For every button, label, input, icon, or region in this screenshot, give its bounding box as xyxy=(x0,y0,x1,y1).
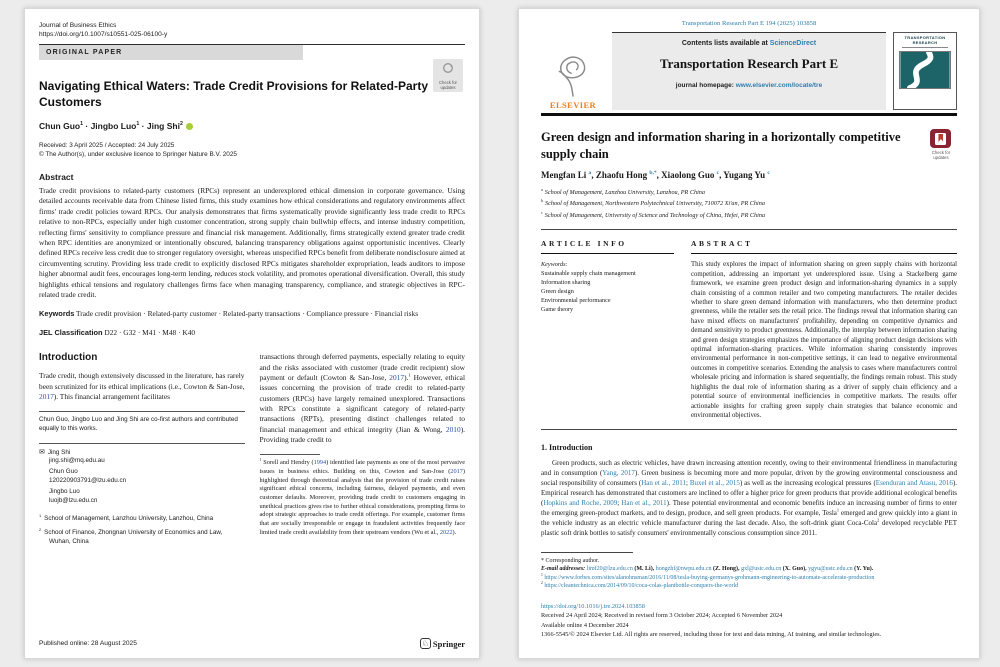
check-updates-text: Check for updates xyxy=(439,80,457,90)
author-email[interactable]: luojb@lzu.edu.cn xyxy=(49,496,98,504)
right-paper-page xyxy=(518,8,980,659)
footnote-1-url[interactable]: https://www.forbes.com/sites/alanohnsman/2016/11/08/tesla-buying-germanys-grohmann-engineering-to-automate-accelerate-production xyxy=(544,574,875,581)
article-info-column xyxy=(541,239,674,420)
received-line: Received 24 April 2024; Received in revised form 3 October 2024; Accepted 6 November 2024 xyxy=(541,612,783,620)
springer-wordmark: Springer xyxy=(432,638,465,649)
sciencedirect-link[interactable]: ScienceDirect xyxy=(769,40,817,47)
info-abstract-columns xyxy=(541,239,957,420)
introduction-paragraph: Green products, such as electric vehicles, have drawn increasing attention recently, owing to their environmental friendliness in manufacturing and in consumption (Yang, 2017). Green business is becoming more and more popular, driven by the growing environmental consciousness and social responsibility of consumers (Han et al., 2011; Buxel et al., 2015) as well as the increasing ecological pressures (Esenduran and Atasu, 2016). Empirical research has demonstrated that customers are inclined to offer a higher price for green products that provide additional ecological benefits (Hopkins and Roche, 2009; Han et al., 2011). These potential environmental and economic benefits induce an increasing number of firms to enter the emerging green-product markets, and to design, produce, and sell green products. For example, Tesla$^1$ emerged and grew quickly into a giant in the vehicle industry as an electric vehicle manufacturer during the last decade. Also, the soft-drink giant Coca-Cola$^2$ developed recyclable PET plastic soft drink bottles to satisfy consumers' environmentally conscious consumption since 2011. xyxy=(541,459,957,537)
affiliation: $^a$ School of Management, Lanzhou University, Lanzhou, PR China xyxy=(541,187,705,197)
cover-title-line2: RESEARCH xyxy=(912,39,938,45)
email-addresses-line[interactable]: E-mail addresses: limf20@lzu.edu.cn (M. Li), hongzhf@nwpu.edu.cn (Z. Hong), gxl@ustc.edu.cn (X. Guo), ygyu@ustc.edu.cn (Y. Yu). xyxy=(541,566,874,573)
column-rule xyxy=(691,253,957,254)
author-name: Chun Guo xyxy=(49,468,78,476)
header-rule xyxy=(541,113,957,116)
bookmark-icon xyxy=(938,134,943,142)
author-email[interactable]: 120220903791@lzu.edu.cn xyxy=(49,476,127,484)
keywords-label: Keywords xyxy=(39,309,75,319)
affiliation: $^2$ School of Finance, Zhongnan University of Economics and Law, Wuhan, China xyxy=(39,527,223,545)
dates-block xyxy=(39,141,465,159)
copyright-line: © The Author(s), under exclusive licence to Springer Nature B.V. 2025 xyxy=(39,151,237,158)
two-column-body xyxy=(39,352,465,546)
author-name: Jingbo Luo xyxy=(49,488,80,496)
footnote-2-url[interactable]: https://cleantechnica.com/2014/09/10/coca-colas-plantbottle-conquers-the-world xyxy=(544,583,739,590)
introduction-heading: Introduction xyxy=(39,352,98,364)
abstract-heading: ABSTRACT xyxy=(691,239,753,249)
author-names: Chun Guo$^1$ · Jingbo Luo$^1$ · Jing Shi$^2$ xyxy=(39,121,183,131)
keyword: Environmental performance xyxy=(541,297,611,305)
footnote-divider xyxy=(39,443,245,444)
footnote-divider xyxy=(260,454,320,455)
affiliations-block xyxy=(39,512,245,546)
journal-header-strip xyxy=(541,32,957,110)
article-type-label: ORIGINAL PAPER xyxy=(39,45,303,60)
abstract-column xyxy=(691,239,957,420)
check-updates-icon xyxy=(930,129,951,148)
left-paper-page xyxy=(24,8,480,659)
corresponding-author: ✉ Jing Shi xyxy=(39,448,71,456)
check-updates-text: Check for updates xyxy=(931,150,951,160)
section-rule xyxy=(541,429,957,430)
elsevier-logo[interactable] xyxy=(541,32,605,110)
issn-copyright-line: 1366-5545/© 2024 Elsevier Ltd. All rights are reserved, including those for text and data mining, AI training, and similar technologies. xyxy=(541,631,882,639)
page-footer xyxy=(39,638,465,649)
article-type-bar xyxy=(39,44,465,60)
corresponding-author-note: * Corresponding author. xyxy=(541,557,600,564)
envelope-icon: ✉ xyxy=(39,448,45,456)
left-column xyxy=(39,352,245,546)
publication-metadata xyxy=(541,602,957,640)
footnote-2: $^2$ https://cleantechnica.com/2014/09/10/coca-colas-plantbottle-conquers-the-world xyxy=(541,581,739,590)
paper-title: Navigating Ethical Waters: Trade Credit Provisions for Related-Party Customers xyxy=(39,79,428,109)
author-email[interactable]: jing.shi@mq.edu.au xyxy=(49,456,105,464)
received-accepted: Received: 3 April 2025 / Accepted: 24 July 2025 xyxy=(39,142,175,149)
affiliation: $^c$ School of Management, University of Science and Technology of China, Hefei, PR China xyxy=(541,209,766,219)
elsevier-wordmark: ELSEVIER xyxy=(549,100,597,110)
update-arrow-icon xyxy=(442,62,454,74)
check-for-updates-badge[interactable] xyxy=(925,129,957,163)
jel-codes: D22 · G32 · M41 · M48 · K40 xyxy=(104,328,196,338)
cover-divider xyxy=(902,47,948,48)
affiliation: $^b$ School of Management, Northwestern Polytechnical University, 710072 Xi'an, PR China xyxy=(541,198,765,208)
journal-cover-thumbnail xyxy=(893,32,957,110)
jel-label: JEL Classification xyxy=(39,328,103,338)
check-for-updates-badge[interactable] xyxy=(433,59,463,92)
section-rule xyxy=(541,229,957,230)
keyword: Game theory xyxy=(541,306,574,314)
springer-logo xyxy=(420,638,465,649)
article-info-heading: ARTICLE INFO xyxy=(541,239,627,249)
affiliation: $^1$ School of Management, Lanzhou University, Lanzhou, China xyxy=(39,512,214,523)
abstract-text: Trade credit provisions to related-party customers (RPCs) represent an underexplored ethical dimension in corporate governance. Using detailed accounts receivable data from Chinese listed firms, this study examines how ethical considerations and regulatory environments affect firms' trade credit policies toward RPCs. Our analysis demonstrates that firms systematically provide significantly less trade credit to RPCs relative to non-RPCs, especially under high customer concentration, strong supply chain bullwhip effects, and intense industry competition, reflecting firms' sensitivity to compliance pressure and financial risk management. Additionally, firms strategically extend greater trade credit when RPC identities are anonymized or intentionally obscured, balancing transparency obligations against opportunistic incentives. Clearly defined RPCs receive less credit due to stronger regulatory oversight, whereas unspecified RPCs benefit from deliberate nondisclosure aimed at circumventing scrutiny. Providing less trade credit to explicitly disclosed RPCs mitigates shareholder expropriation, leads auditors to impose higher abnormal audit fees, encourages long-term lending, reduces stock volatility, and promotes operational diversification. Overall, this study highlights ethical tensions and regulatory challenges firms face when managing transparency, compliance, and strategic objectives in RPC-related trade credit. xyxy=(39,186,465,300)
journal-name: Journal of Business Ethics xyxy=(39,22,117,29)
title-row xyxy=(541,129,957,163)
cover-road-art xyxy=(899,51,951,89)
homepage-line: journal homepage: www.elsevier.com/locate/tre xyxy=(675,82,823,89)
homepage-link[interactable]: www.elsevier.com/locate/tre xyxy=(735,82,823,89)
correspondence-block xyxy=(39,449,245,505)
journal-title: Transportation Research Part E xyxy=(659,56,839,71)
author-line xyxy=(39,121,465,131)
keyword: Information sharing xyxy=(541,279,591,287)
doi-link[interactable]: https://doi.org/10.1016/j.tre.2024.103858 xyxy=(541,602,645,610)
affiliations-block xyxy=(541,186,957,220)
cover-title-line1: TRANSPORTATION xyxy=(904,35,946,40)
jel-line xyxy=(39,328,465,338)
introduction-heading: 1. Introduction xyxy=(541,443,593,453)
column-rule xyxy=(541,253,674,254)
introduction-paragraph-continued: transactions through deferred payments, especially relating to equity and the risks associated with customer (trade credit recipient) slow payment or default (Cowton & San-Jose, 2017).$^1$ However, ethical issues concerning the provision of trade credit to related-party customers (RPCs) have largely remained unexplored. Transactions with RPCs constitute a significant category of related-party transactions (RPTs), presenting distinct challenges related to financial management and ethical integrity (Jian & Wong, 2010). Providing trade credit to xyxy=(259,352,465,444)
author-line: Mengfan Li $^a$, Zhaofu Hong $^{b,*}$, Xiaolong Guo $^c$, Yugang Yu $^c$ xyxy=(541,170,770,180)
springer-knight-icon: ♘ xyxy=(421,639,429,648)
paper-title: Green design and information sharing in a horizontally competitive supply chain xyxy=(541,130,901,161)
published-online: Published online: 28 August 2025 xyxy=(39,640,137,647)
available-online-line: Available online 4 December 2024 xyxy=(541,621,629,629)
footnote-1: $^1$ Sorell and Hendry (1994) identified late payments as one of the most pervasive issues in business ethics. Building on this, Cowton and San-Jose (2017) highlighted through theoretical analysis that the provision of trade credit raises significant ethical concerns, including fairness, delayed payments, and even customer defaults. Moreover, providing trade credit to customers engaging in unethical practices gives rise to further ethical considerations, prompting firms to adopt strategic approaches to trade credit offerings. For example, customer firms that are socially irresponsible or engage in fraudulent activities frequently face limited trade credit availability from their upstream vendors (Wu et al., 2022). xyxy=(259,458,465,536)
footnote-1: $^1$ https://www.forbes.com/sites/alanohnsman/2016/11/08/tesla-buying-germanys-grohmann-engineering-to-automate-accelerate-production xyxy=(541,572,875,581)
running-head[interactable]: Transportation Research Part E 194 (2025) 103858 xyxy=(681,20,817,27)
keywords-line xyxy=(39,309,465,319)
keyword: Green design xyxy=(541,288,574,296)
abstract-heading: Abstract xyxy=(39,172,74,182)
doi-link[interactable]: https://doi.org/10.1007/s10551-025-06100-y xyxy=(39,31,168,38)
journal-banner xyxy=(612,32,886,110)
orcid-icon[interactable] xyxy=(186,123,193,130)
keywords-label: Keywords: xyxy=(541,261,568,269)
keywords-text: Trade credit provision · Related-party customer · Related-party transactions · Compliance pressure · Financial risks xyxy=(76,309,419,319)
footnote-divider xyxy=(39,411,245,412)
introduction-paragraph: Trade credit, though extensively discussed in the literature, has rarely been scrutinized for its ethical implications (i.e., Cowton & San-Jose, 2017). This financial arrangement facilitates xyxy=(39,371,245,402)
cofirst-author-note: Chun Guo, Jingbo Luo and Jing Shi are co-first authors and contributed equally to this works. xyxy=(39,416,238,432)
keyword: Sustainable supply chain management xyxy=(541,270,636,278)
contents-line: Contents lists available at ScienceDirect xyxy=(681,40,817,47)
footnote-divider xyxy=(541,552,633,553)
abstract-text: This study explores the impact of information sharing on green supply chains with horizontal competition, addressing an important yet underexplored issue. Using a Stackelberg game framework, we examine green product design and information-sharing dynamics in a supply chain consisting of a common retailer and two competing manufacturers. The retailer decides whether to share green demand information with manufacturers, who then determine product greenness, while the retailer sets the retail price. The findings reveal that information sharing can have mixed effects on manufacturers' profitability, depending on competitive dynamics and demand sensitivity to product greenness. Additionally, the interplay between information sharing and green design strategies emphasizes the importance of aligning product design decisions with optimal information-sharing practices. While information sharing consistently improves environmental performance in non-competitive settings, it can lead to negative environmental outcomes in competitive scenarios. Extending the analysis to cases where manufacturers control wholesale pricing and information is shared sequentially, the findings remain robust. This study highlights the dual role of information sharing as a driver of supply chain efficiency and a potential source of environmental inefficiencies in competitive markets. The results offer actionable insights for crafting green supply chain strategies that balance economic and environmental objectives. xyxy=(691,261,957,419)
right-column xyxy=(260,352,466,546)
elsevier-tree-icon xyxy=(553,52,593,100)
